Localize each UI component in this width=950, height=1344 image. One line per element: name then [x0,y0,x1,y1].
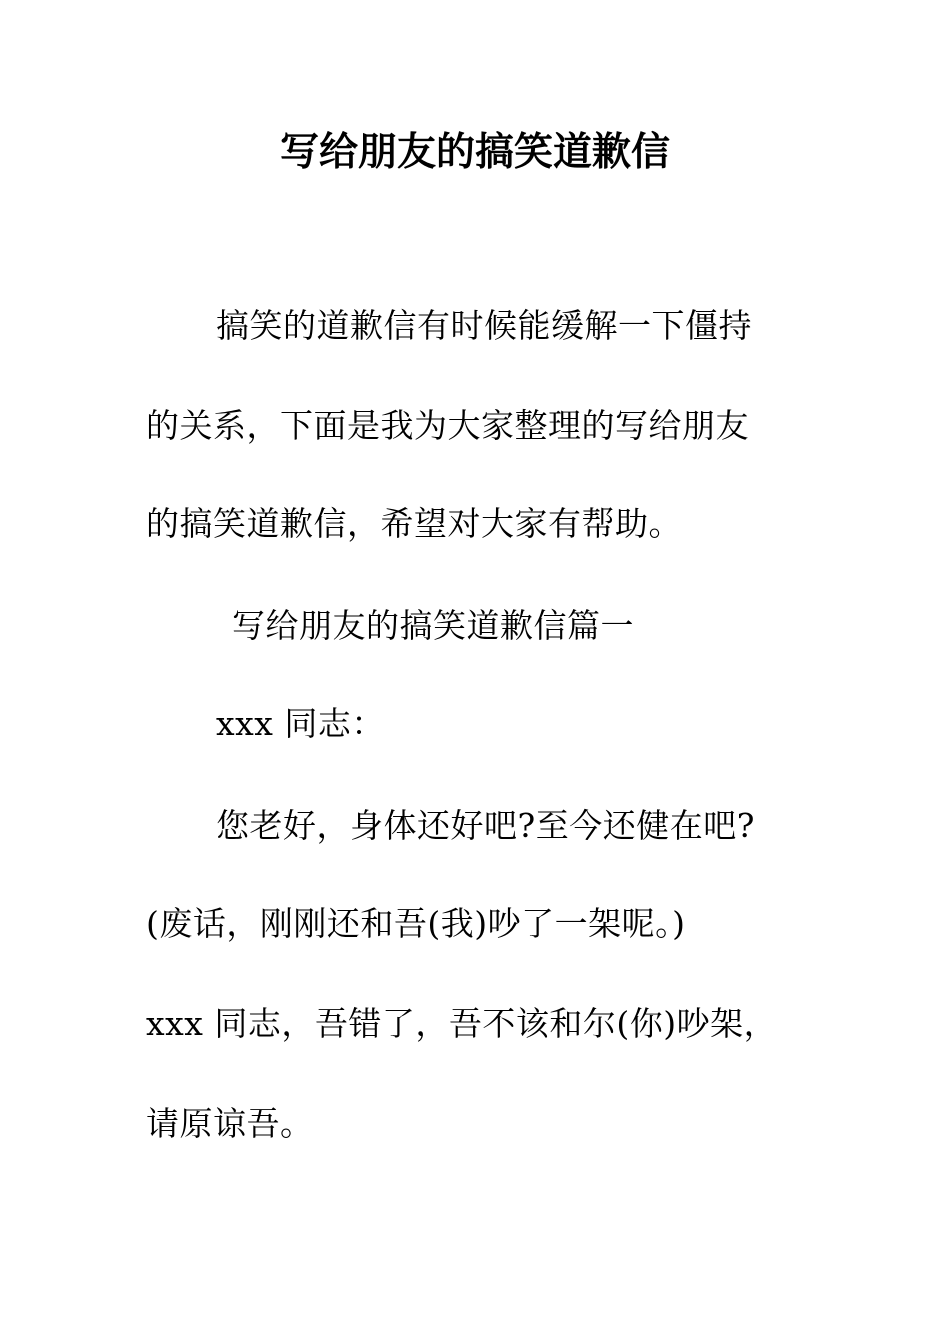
salutation-line: xxx 同志： [216,704,385,743]
section-heading: 写给朋友的搞笑道歉信篇一 [232,606,634,645]
document-title: 写给朋友的搞笑道歉信 [279,130,670,175]
paragraph-line-3: 的搞笑道歉信，希望对大家有帮助。 [146,504,682,543]
body-line-2: (废话，刚刚还和吾(我)吵了一架呢。) [146,904,686,943]
body-line-1: 您老好，身体还好吧?至今还健在吧? [216,806,755,845]
paragraph-line-1: 搞笑的道歉信有时候能缓解一下僵持 [216,306,752,345]
body-line-3: xxx 同志，吾错了，吾不该和尔(你)吵架， [146,1004,778,1043]
paragraph-line-2: 的关系，下面是我为大家整理的写给朋友 [146,406,749,445]
body-line-4: 请原谅吾。 [146,1104,314,1143]
